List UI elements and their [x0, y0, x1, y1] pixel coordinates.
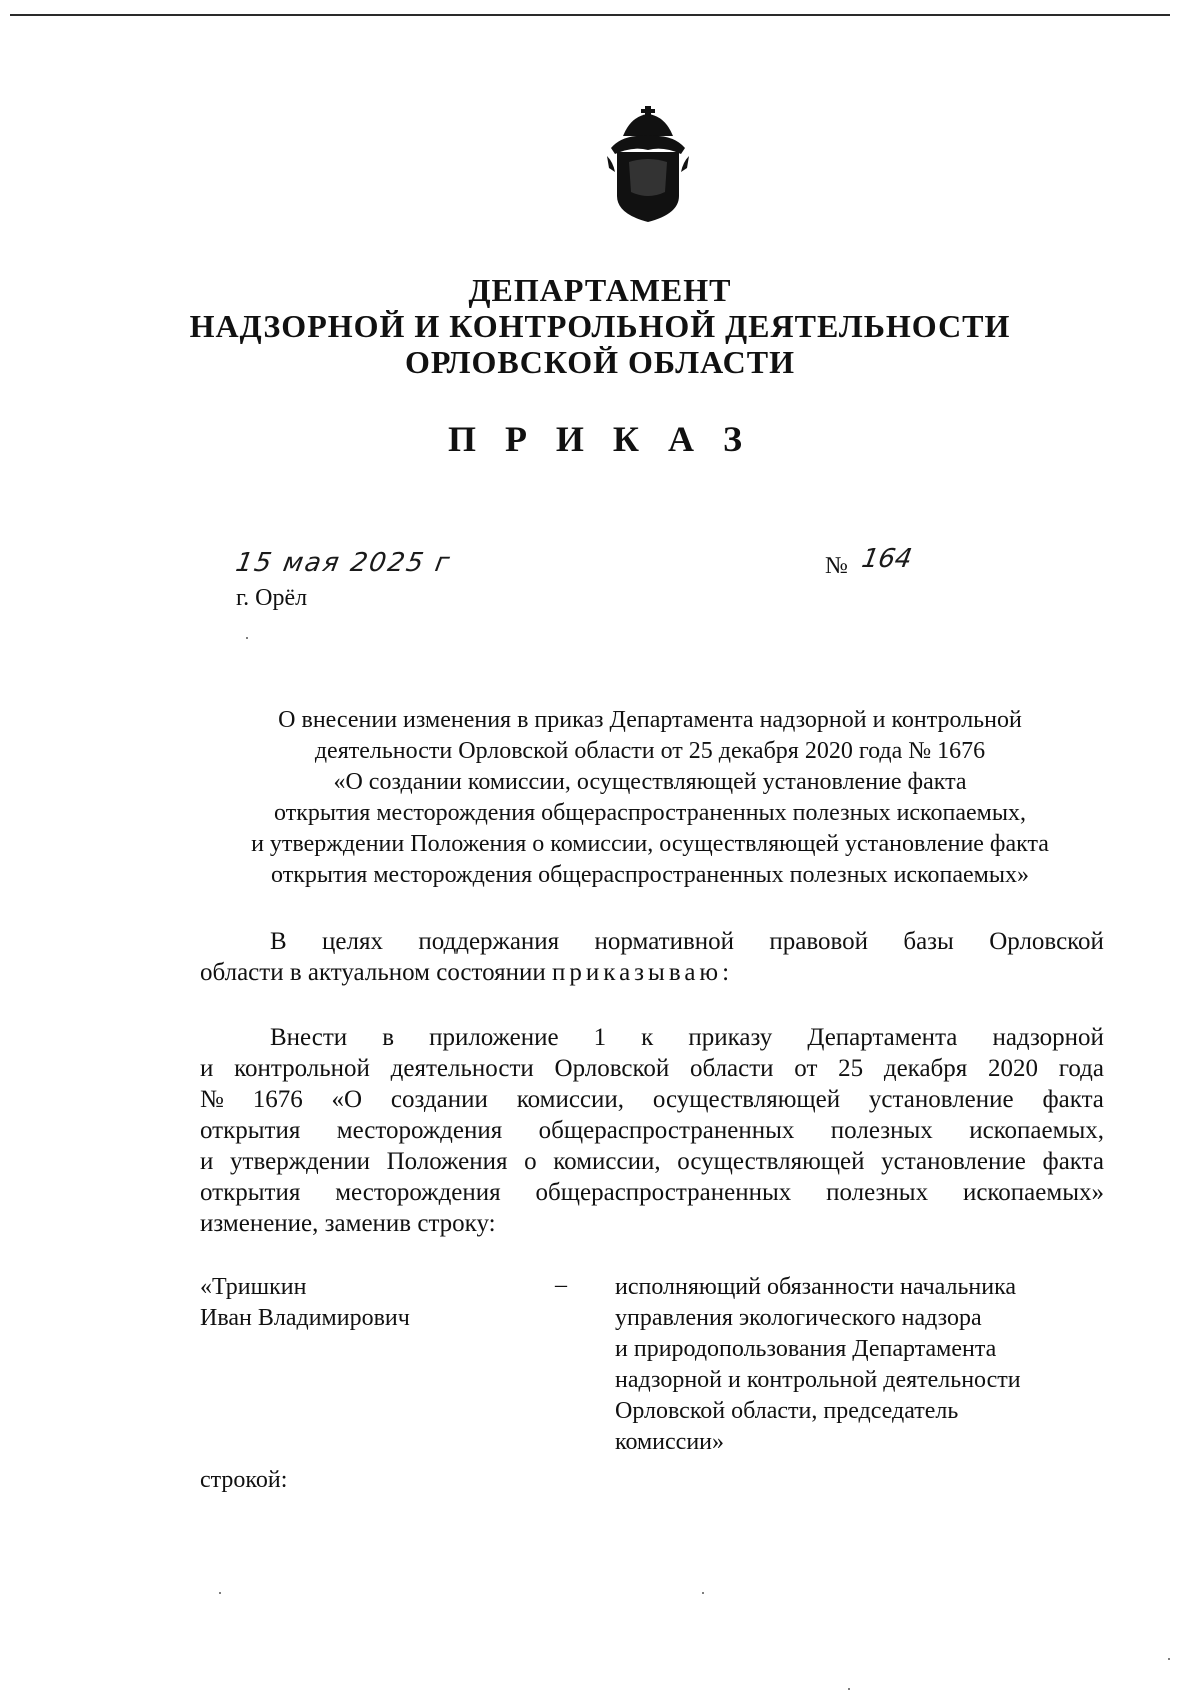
word: целях: [322, 928, 383, 955]
word: В: [270, 928, 287, 955]
position-line: надзорной и контрольной деятельности: [615, 1367, 1021, 1393]
word: месторождения: [336, 1117, 503, 1144]
word: к: [641, 1024, 654, 1051]
word: деятельности: [390, 1055, 534, 1082]
word: правовой: [769, 928, 868, 955]
scan-speck: [1168, 1658, 1170, 1660]
scan-speck: [246, 637, 248, 639]
word: установление: [868, 1086, 1014, 1113]
justified-line: [200, 1177, 1104, 1208]
word: о: [524, 1148, 537, 1175]
department-name-line-1: ДЕПАРТАМЕНТ: [468, 272, 732, 308]
word: Внести: [270, 1024, 348, 1051]
amendment-paragraph: [200, 1022, 1104, 1239]
word: осуществляющей: [677, 1148, 865, 1175]
entry-dash: –: [555, 1272, 567, 1298]
scan-speck: [702, 1592, 704, 1594]
subject-line: деятельности Орловской области от 25 декабря 2020 года № 1676: [314, 738, 986, 764]
top-border-line: [10, 14, 1170, 16]
word: Положения: [386, 1148, 508, 1175]
word: декабря: [883, 1055, 968, 1082]
subject-line: открытия месторождения общераспространенных полезных ископаемых»: [271, 862, 1029, 888]
department-name-line-3: ОРЛОВСКОЙ ОБЛАСТИ: [405, 344, 795, 380]
word: 1676: [252, 1086, 303, 1113]
word: базы: [903, 928, 954, 955]
person-surname: «Тришкин: [200, 1274, 307, 1300]
word: полезных: [830, 1117, 933, 1144]
justified-line: [200, 1084, 1104, 1115]
word: 1: [593, 1024, 607, 1051]
justified-line: [200, 1146, 1104, 1177]
word: нормативной: [594, 928, 735, 955]
word: комиссии,: [553, 1148, 661, 1175]
word: от: [794, 1055, 818, 1082]
word: ископаемых»: [962, 1179, 1104, 1206]
word: и: [200, 1055, 214, 1082]
word: общераспространенных: [535, 1179, 792, 1206]
person-position: [615, 1272, 1021, 1458]
word: контрольной: [234, 1055, 370, 1082]
scan-speck: [848, 1688, 850, 1690]
word: Орловской: [554, 1055, 670, 1082]
word: приложение: [429, 1024, 559, 1051]
coat-of-arms-icon: [603, 106, 693, 224]
word: в: [382, 1024, 395, 1051]
word: Департамента: [807, 1024, 958, 1051]
number-label: №: [825, 553, 848, 579]
justified-line: [200, 1115, 1104, 1146]
word: 2020: [988, 1055, 1038, 1082]
scan-speck: [219, 1592, 221, 1594]
replacement-label: строкой:: [200, 1467, 288, 1493]
order-verb: приказываю: [552, 959, 723, 986]
position-line: управления экологического надзора: [615, 1305, 982, 1331]
word: 25: [838, 1055, 864, 1082]
word: и: [200, 1148, 214, 1175]
position-line: исполняющий обязанности начальника: [615, 1274, 1017, 1300]
person-given-names: Иван Владимирович: [200, 1305, 410, 1331]
word: осуществляющей: [652, 1086, 841, 1113]
order-subject: [180, 705, 1120, 891]
word: года: [1058, 1055, 1104, 1082]
justified-line: [200, 1053, 1104, 1084]
amendment-line-last: изменение, заменив строку:: [200, 1210, 496, 1237]
word: надзорной: [992, 1024, 1104, 1051]
handwritten-number: 164: [859, 544, 915, 574]
handwritten-date: 15 мая 2025 г: [233, 548, 454, 578]
preamble-paragraph: [200, 926, 1104, 988]
word: открытия: [200, 1117, 301, 1144]
justified-line: [200, 1022, 1104, 1053]
word: утверждении: [230, 1148, 370, 1175]
word: создании: [390, 1086, 488, 1113]
subject-line: «О создании комиссии, осуществляющей установление факта: [333, 769, 967, 795]
document-type-title: П Р И К А З: [447, 419, 753, 459]
word: №: [200, 1086, 224, 1113]
word: комиссии,: [516, 1086, 625, 1113]
word: «О: [331, 1086, 363, 1113]
department-name-line-2: НАДЗОРНОЙ И КОНТРОЛЬНОЙ ДЕЯТЕЛЬНОСТИ: [189, 308, 1011, 344]
word: ископаемых,: [969, 1117, 1104, 1144]
word: факта: [1042, 1148, 1104, 1175]
word: установление: [881, 1148, 1026, 1175]
word: месторождения: [335, 1179, 501, 1206]
position-line: и природопользования Департамента: [615, 1336, 997, 1362]
word: Орловской: [989, 928, 1104, 955]
word: общераспространенных: [538, 1117, 795, 1144]
word: области: [689, 1055, 774, 1082]
word: поддержания: [418, 928, 560, 955]
word: открытия: [200, 1179, 301, 1206]
preamble-line-2: области в актуальном состоянии приказываю:: [200, 959, 730, 986]
justified-line: [200, 926, 1104, 957]
position-line: комиссии»: [615, 1429, 725, 1455]
subject-line: открытия месторождения общераспространенных полезных ископаемых,: [274, 800, 1026, 826]
position-line: Орловской области, председатель: [615, 1398, 959, 1424]
person-name: [200, 1272, 410, 1334]
word: приказу: [688, 1024, 773, 1051]
subject-line: О внесении изменения в приказ Департамента надзорной и контрольной: [278, 707, 1022, 733]
subject-line: и утверждении Положения о комиссии, осуществляющей установление факта: [251, 831, 1049, 857]
word: полезных: [826, 1179, 929, 1206]
word: факта: [1042, 1086, 1104, 1113]
city-label: г. Орёл: [236, 585, 308, 611]
